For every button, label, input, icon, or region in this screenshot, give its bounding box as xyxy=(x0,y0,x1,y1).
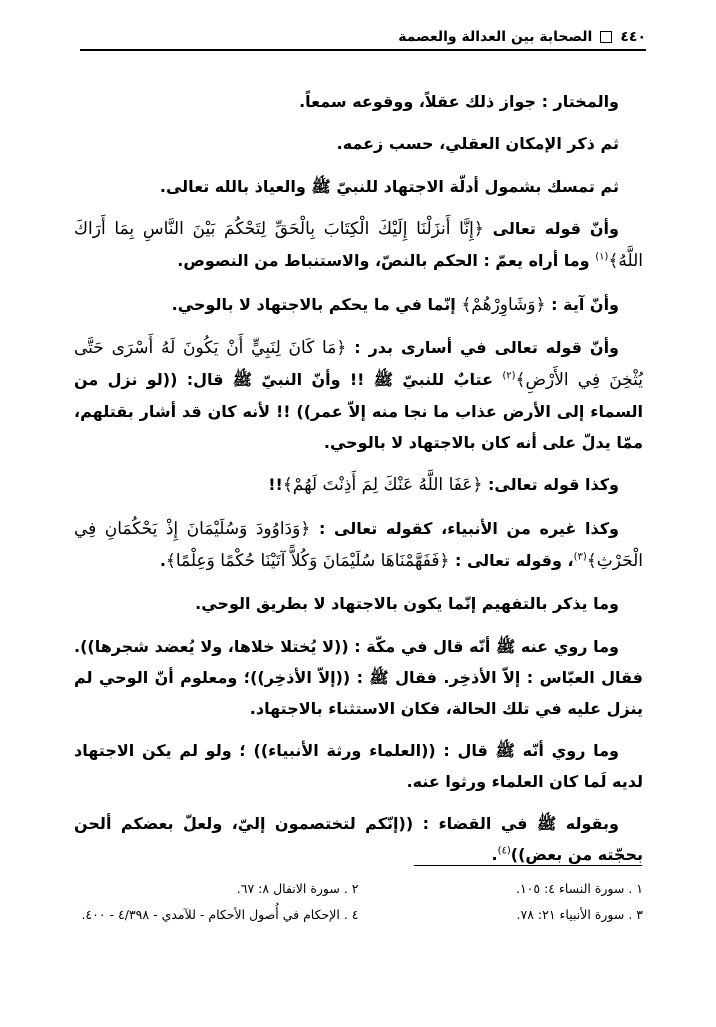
header-square-icon xyxy=(600,31,612,43)
running-header xyxy=(80,24,646,50)
footnote-marker: (٤) xyxy=(497,845,511,857)
footnote-4: ٤ . الإحكام في أُصول الأحكام - للآمدي - ٤/٣٩٨ - ٤٠٠. xyxy=(81,907,359,922)
paragraph xyxy=(74,588,643,619)
text-run: والمختار : جواز ذلك عقلاً، ووقوعه سمعاً. xyxy=(299,92,619,111)
text-run: ثم ذكر الإمكان العقلي، حسب زعمه. xyxy=(336,134,619,154)
text-run: ، وقوله تعالى : xyxy=(449,550,574,570)
paragraph xyxy=(74,808,643,870)
paragraph xyxy=(74,289,643,321)
text-run: وما أراه يعمّ : الحكم بالنصّ، والاستنباط من النصوص. xyxy=(177,251,596,271)
footnote-2: ٢ . سورة الانفال ٨: ٦٧. xyxy=(236,881,359,896)
text-run: إنّما في ما يحكم بالاجتهاد لا بالوحي. xyxy=(171,294,462,314)
running-title: الصحابة بين العدالة والعصمة xyxy=(398,29,593,45)
paragraph xyxy=(74,213,643,277)
paragraph xyxy=(74,332,643,458)
footnote-marker: (٣) xyxy=(573,551,587,563)
quran-quote: ﴿عَفَا اللَّهُ عَنْكَ لِمَ أَذِنْتَ لَهُمْ﴾ xyxy=(282,475,483,496)
footnote-row xyxy=(74,876,643,902)
text-run: . xyxy=(491,845,498,865)
footnote-1: ١ . سورة النساء ٤: ١٠٥. xyxy=(515,881,643,896)
text-run: . xyxy=(159,550,166,570)
footnote-row xyxy=(74,902,643,928)
footnote-marker: (١) xyxy=(595,251,609,263)
text-run: عتابٌ للنبيّ ﷺ !! وأنّ النبيّ ﷺ قال: ((لو نزل من السماء إلى الأرض عذاب ما نجا منه إلاّ عمر)) !! لأنه كان قد أشار بقتلهم، ممّا يدلّ على أنه كان بالاجتهاد لا بالوحي. xyxy=(74,369,643,452)
main-text xyxy=(74,86,643,882)
text-run: وما روي عنه ﷺ أنّه قال في مكّة : ((لا يُختلا خلاها، ولا يُعضد شجرها)). فقال العبّاس : إلاّ الأذخِر. فقال ﷺ : ((إلاّ الأذخِر))؛ ومعلوم أنّ الوحي لم ينزل عليه في تلك الحالة، فكان الاستثناء بالاجتهاد. xyxy=(74,636,643,718)
header-rule xyxy=(80,49,646,51)
text-run: وأنّ قوله تعالى في أسارى بدر : xyxy=(346,337,619,357)
paragraph xyxy=(74,128,643,159)
text-run: وما يذكر بالتفهيم إنّما يكون بالاجتهاد لا بطريق الوحي. xyxy=(195,594,619,614)
paragraph xyxy=(74,86,643,117)
footnote-3: ٣ . سورة الأنبياء ٢١: ٧٨. xyxy=(516,907,643,922)
quran-quote: ﴿وَشَاوِرْهُمْ﴾ xyxy=(461,294,546,315)
footnote-rule xyxy=(414,865,642,866)
quran-quote: ﴿إِنَّا أَنزَلْنَا إِلَيْكَ الْكِتَابَ بِالْحَقِّ لِتَحْكُمَ بَيْنَ النَّاسِ بِمَا أَرَاكَ اللَّهُ﴾ xyxy=(74,219,643,272)
paragraph xyxy=(74,735,643,797)
text-run: وأنّ آية : xyxy=(545,294,619,314)
footnotes xyxy=(74,876,643,928)
paragraph xyxy=(74,469,643,501)
text-run: وكذا غيره من الأنبياء، كقوله تعالى : xyxy=(310,518,619,538)
footnote-marker: (٢) xyxy=(502,370,516,382)
text-run: وأنّ قوله تعالى xyxy=(483,219,619,239)
text-run: وبقوله ﷺ في القضاء : ((إنّكم لتختصمون إليّ، ولعلّ بعضكم ألحن بحجّته من بعض)) xyxy=(74,814,643,865)
text-run: !! xyxy=(268,475,283,495)
paragraph xyxy=(74,171,643,202)
text-run: ثم تمسك بشمول أدلّة الاجتهاد للنبيّ ﷺ والعياذ بالله تعالى. xyxy=(159,176,619,196)
paragraph xyxy=(74,631,643,724)
paragraph xyxy=(74,513,643,577)
quran-quote: ﴿مَا كَانَ لِنَبِيٍّ أَنْ يَكُونَ لَهُ أَسْرَى حَتَّى يُثْخِنَ فِي الأَرْضِ﴾ xyxy=(74,337,644,390)
quran-quote: ﴿وَدَاوُودَ وَسُلَيْمَانَ إِذْ يَحْكُمَانِ فِي الْحَرْثِ﴾ xyxy=(74,518,643,571)
text-run: وما روي أنّه ﷺ قال : ((العلماء ورثة الأنبياء)) ؛ ولو لم يكن الاجتهاد لديه لَما كان العلماء ورثوا عنه. xyxy=(74,740,643,791)
text-run: وكذا قوله تعالى: xyxy=(482,475,619,495)
page-number: ٤٤٠ xyxy=(620,29,646,45)
quran-quote: ﴿فَفَهَّمْنَاهَا سُلَيْمَانَ وَكُلاًّ آتَيْنَا حُكْمًا وَعِلْمًا﴾ xyxy=(165,550,450,571)
